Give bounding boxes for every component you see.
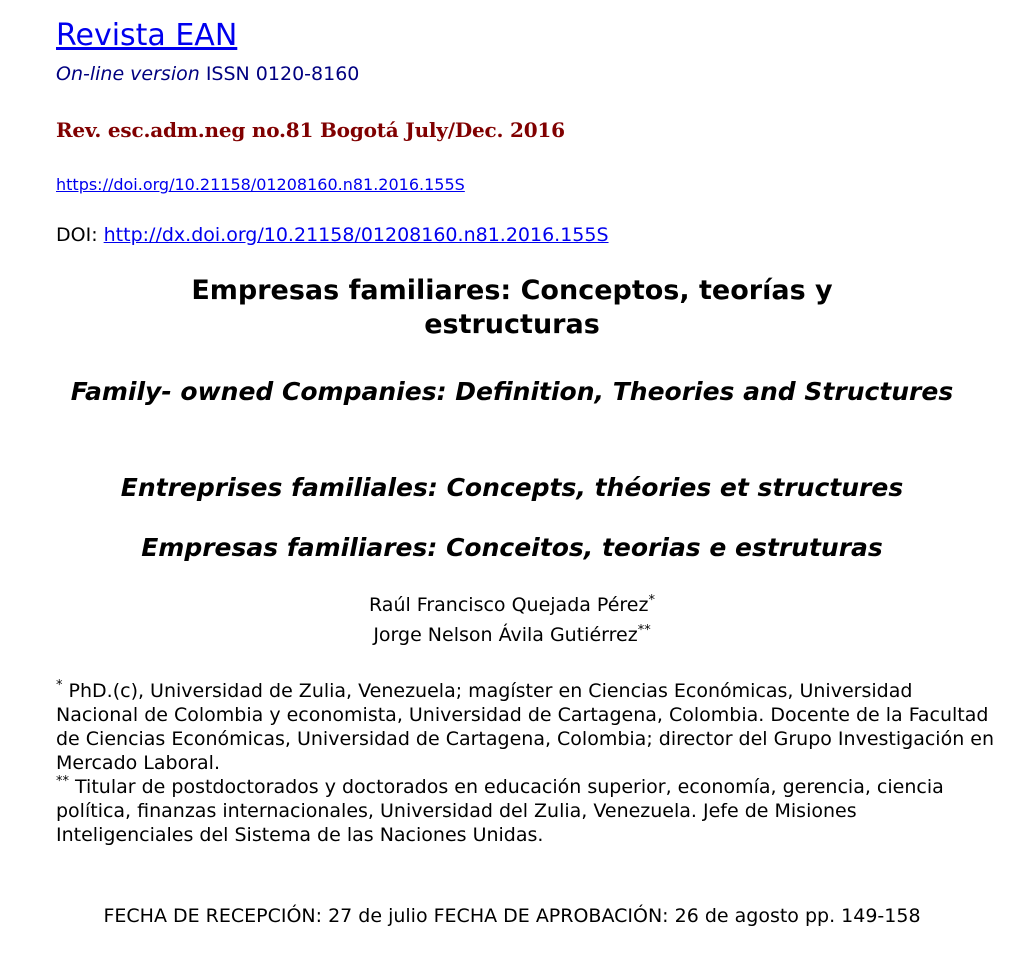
issn-line	[56, 62, 359, 86]
footnote-item	[56, 679, 996, 775]
footnote-mark: **	[56, 774, 69, 789]
footnote-item	[56, 775, 996, 847]
footnote-mark: *	[56, 678, 63, 693]
author-item	[40, 620, 984, 650]
title-french: Entreprises familiales: Concepts, théories et structures	[120, 473, 904, 502]
author-footnote-mark: **	[637, 623, 651, 638]
title-english: Family- owned Companies: Definition, Theories and Structures	[70, 377, 954, 406]
author-name: Raúl Francisco Quejada Pérez	[369, 594, 649, 616]
dx-doi-link[interactable]: http://dx.doi.org/10.21158/01208160.n81.2016.155S	[103, 224, 609, 246]
footnote-text: PhD.(c), Universidad de Zulia, Venezuela; magíster en Ciencias Económicas, Universidad Nacional de Colombia y economista, Universidad de Cartagena, Colombia. Docente de la Facultad de Ciencias Económicas, Universidad de Cartagena, Colombia; director del Grupo Investigación en Mercado Laboral.	[56, 680, 995, 774]
online-version-label: On-line version	[56, 63, 200, 85]
footnote-text: Titular de postdoctorados y doctorados en educación superior, economía, gerencia, ciencia política, finanzas internacionales, Universidad del Zulia, Venezuela. Jefe de Misiones Inteligenciales del Sistema de las Naciones Unidas.	[56, 776, 944, 846]
author-name: Jorge Nelson Ávila Gutiérrez	[373, 624, 638, 646]
doi-link[interactable]: https://doi.org/10.21158/01208160.n81.2016.155S	[56, 175, 465, 194]
journal-title-link[interactable]: Revista EAN	[56, 18, 238, 53]
issue-citation: Rev. esc.adm.neg no.81 Bogotá July/Dec. 2016	[56, 118, 565, 142]
author-list	[40, 590, 984, 650]
doi-label: DOI:	[56, 224, 104, 246]
issn-label: ISSN 0120-8160	[205, 63, 360, 85]
author-footnotes	[56, 679, 996, 847]
author-footnote-mark: *	[648, 593, 655, 608]
title-portuguese: Empresas familiares: Conceitos, teorias e estruturas	[141, 533, 883, 562]
author-item	[40, 590, 984, 620]
reception-approval-dates: FECHA DE RECEPCIÓN: 27 de julio FECHA DE APROBACIÓN: 26 de agosto pp. 149-158	[103, 905, 921, 927]
doi-line	[56, 223, 609, 247]
title-spanish: Empresas familiares: Conceptos, teorías y estructuras	[191, 275, 833, 340]
